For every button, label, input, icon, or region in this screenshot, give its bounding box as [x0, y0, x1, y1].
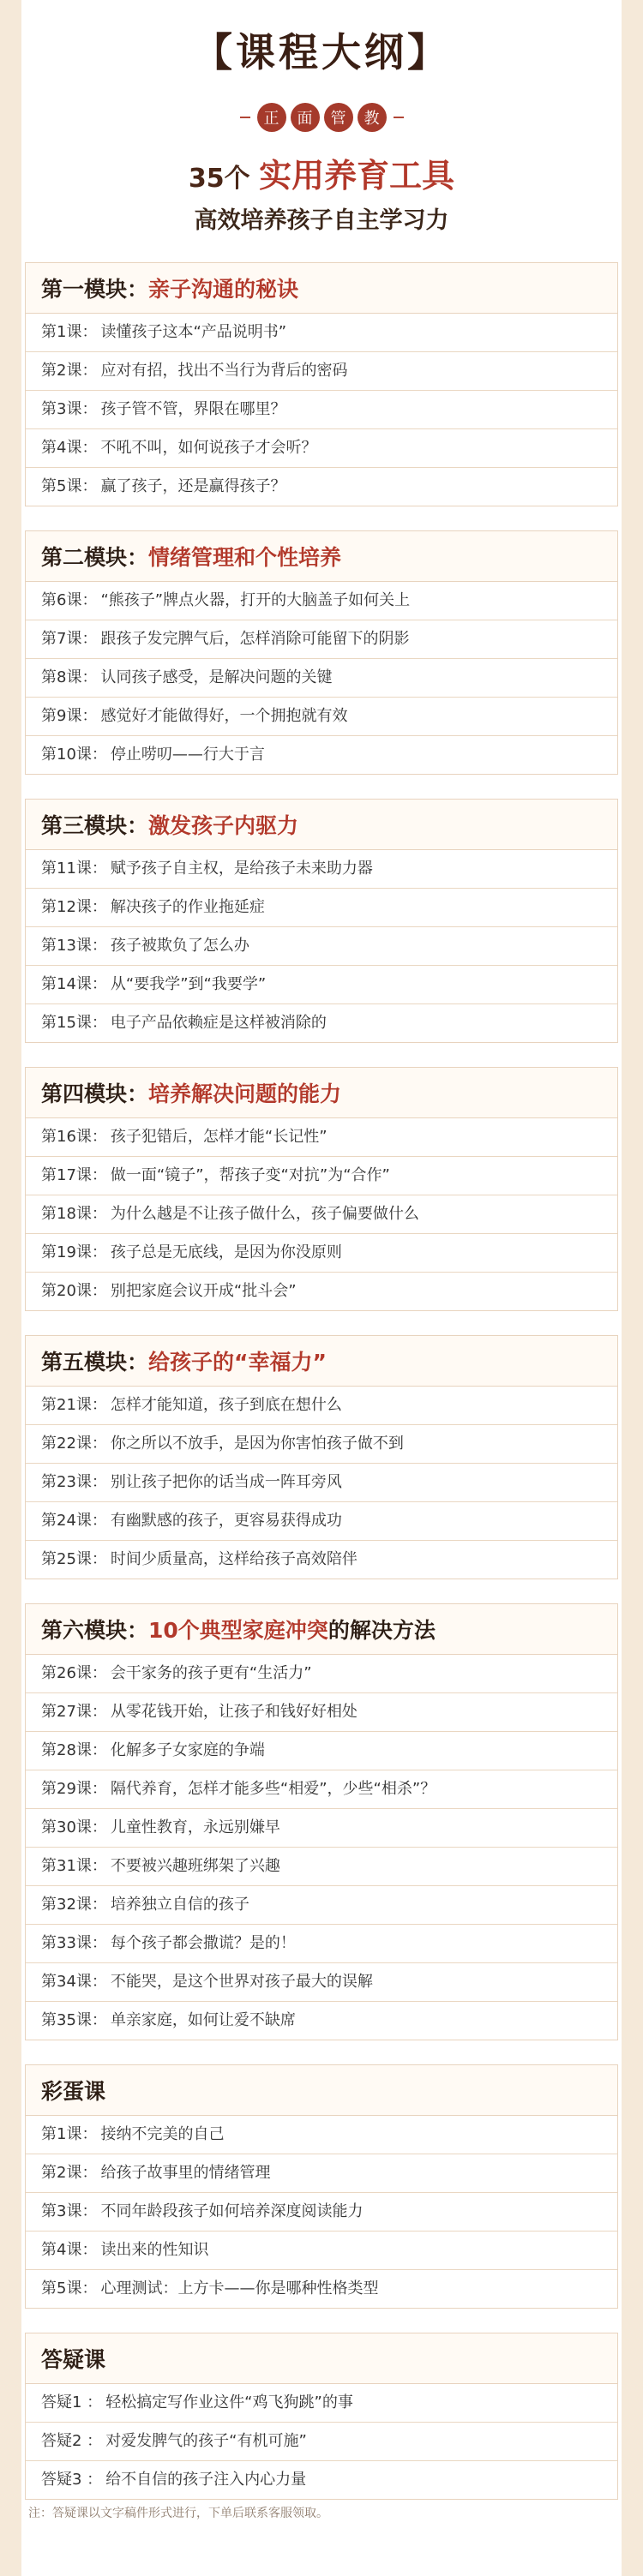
lesson-title: 读出来的性知识 — [100, 2241, 209, 2259]
lesson-row — [26, 2232, 617, 2270]
lesson-number: 第4课： — [41, 2241, 98, 2259]
lesson-number: 第29课： — [41, 1780, 107, 1798]
module-title — [41, 541, 341, 572]
lesson-row — [26, 1387, 617, 1425]
lesson-title: 为什么越是不让孩子做什么，孩子偏要做什么 — [110, 1205, 419, 1223]
module-card — [25, 1335, 618, 1579]
module-title — [41, 809, 298, 840]
lesson-title: 孩子犯错后，怎样才能“长记性” — [110, 1128, 328, 1146]
module-title-accent: 激发孩子内驱力 — [148, 813, 299, 838]
lesson-title: 电子产品依赖症是这样被消除的 — [110, 1014, 327, 1032]
lesson-number: 第26课： — [41, 1664, 107, 1682]
lesson-number: 第18课： — [41, 1205, 107, 1223]
lesson-title: 孩子管不管，界限在哪里？ — [100, 400, 286, 418]
lesson-row — [26, 468, 617, 506]
lesson-row — [26, 1809, 617, 1848]
lesson-title: 时间少质量高，这样给孩子高效陪伴 — [110, 1550, 358, 1568]
lesson-title: 给孩子故事里的情绪管理 — [100, 2164, 271, 2182]
module-header — [26, 1604, 617, 1655]
lesson-title: 给不自信的孩子注入内心力量 — [105, 2471, 307, 2489]
lesson-title: 隔代养育，怎样才能多些“相爱”，少些“相杀”？ — [110, 1780, 436, 1798]
lesson-title: 别把家庭会议开成“批斗会” — [110, 1282, 297, 1300]
lesson-row — [26, 927, 617, 966]
module-header — [26, 1068, 617, 1118]
lesson-row — [26, 1655, 617, 1693]
lesson-number: 第31课： — [41, 1857, 107, 1875]
lesson-row — [26, 2384, 617, 2423]
lesson-row — [26, 2002, 617, 2040]
lesson-title: 解决孩子的作业拖延症 — [110, 898, 265, 916]
lesson-number: 第16课： — [41, 1128, 107, 1146]
lesson-row — [26, 1004, 617, 1042]
tagline-dash-left — [240, 117, 250, 118]
module-header — [26, 531, 617, 582]
lesson-row — [26, 1502, 617, 1541]
lesson-title: 孩子被欺负了怎么办 — [110, 937, 249, 955]
lesson-row — [26, 2270, 617, 2308]
lesson-title: 不同年龄段孩子如何培养深度阅读能力 — [100, 2202, 364, 2220]
lesson-row — [26, 659, 617, 698]
lesson-number: 第9课： — [41, 707, 98, 725]
course-outline-page — [21, 0, 622, 2576]
lesson-title: 读懂孩子这本“产品说明书” — [100, 323, 287, 341]
lesson-number: 第30课： — [41, 1818, 107, 1836]
lesson-row — [26, 1848, 617, 1886]
module-title-prefix: 第六模块： — [41, 1618, 149, 1643]
lesson-number: 第35课： — [41, 2011, 107, 2029]
module-card — [25, 1603, 618, 2040]
lesson-number: 第34课： — [41, 1973, 107, 1991]
lesson-row — [26, 2193, 617, 2232]
lesson-number: 答疑3 ： — [41, 2471, 103, 2489]
module-card — [25, 2064, 618, 2309]
module-card — [25, 799, 618, 1043]
lesson-title: 跟孩子发完脾气后，怎样消除可能留下的阴影 — [100, 630, 410, 648]
lesson-number: 第32课： — [41, 1896, 107, 1914]
lesson-title: 从零花钱开始，让孩子和钱好好相处 — [110, 1703, 358, 1721]
lesson-row — [26, 1118, 617, 1157]
lesson-title: 不吼不叫，如何说孩子才会听？ — [100, 439, 317, 457]
lesson-row — [26, 2423, 617, 2461]
module-title-prefix: 第五模块： — [41, 1350, 149, 1375]
lesson-number: 第5课： — [41, 477, 98, 495]
module-card — [25, 1067, 618, 1311]
lesson-row — [26, 889, 617, 927]
module-card — [25, 530, 618, 775]
lesson-title: 对爱发脾气的孩子“有机可施” — [105, 2432, 307, 2450]
lesson-title: 认同孩子感受，是解决问题的关键 — [100, 668, 333, 686]
module-header — [26, 263, 617, 314]
lesson-number: 第20课： — [41, 1282, 107, 1300]
lesson-title: 从“要我学”到“我要学” — [110, 975, 267, 993]
module-list — [21, 262, 622, 2500]
lesson-number: 第27课： — [41, 1703, 107, 1721]
lesson-number: 第17课： — [41, 1166, 107, 1184]
module-title — [41, 1614, 436, 1644]
lesson-number: 第24课： — [41, 1512, 107, 1530]
lesson-row — [26, 698, 617, 736]
lesson-title: 孩子总是无底线，是因为你没原则 — [110, 1243, 342, 1261]
tagline-char: 教 — [358, 103, 387, 132]
lesson-title: 轻松搞定写作业这件“鸡飞狗跳”的事 — [105, 2393, 353, 2411]
lesson-number: 第1课： — [41, 2125, 98, 2143]
lesson-title: 有幽默感的孩子，更容易获得成功 — [110, 1512, 342, 1530]
module-title — [41, 2343, 105, 2374]
module-title-accent: 给孩子的“幸福力” — [148, 1350, 327, 1375]
lesson-row — [26, 1925, 617, 1963]
module-title — [41, 273, 298, 303]
lesson-title: 不要被兴趣班绑架了兴趣 — [110, 1857, 280, 1875]
lesson-title: 停止唠叨——行大于言 — [110, 746, 265, 764]
module-card — [25, 262, 618, 506]
lesson-title: 你之所以不放手，是因为你害怕孩子做不到 — [110, 1435, 404, 1453]
lesson-number: 第1课： — [41, 323, 98, 341]
lesson-row — [26, 1425, 617, 1464]
lesson-row — [26, 2154, 617, 2193]
lesson-number: 第2课： — [41, 362, 98, 380]
lesson-number: 第28课： — [41, 1741, 107, 1759]
lesson-number: 第3课： — [41, 400, 98, 418]
hero-prefix: 35个 — [188, 164, 260, 194]
module-title-prefix: 第三模块： — [41, 813, 149, 838]
lesson-title: 每个孩子都会撒谎？是的！ — [110, 1934, 296, 1952]
lesson-row — [26, 850, 617, 889]
lesson-number: 第2课： — [41, 2164, 98, 2182]
hero-subtitle: 高效培养孩子自主学习力 — [194, 207, 449, 234]
lesson-row — [26, 352, 617, 391]
lesson-number: 第10课： — [41, 746, 107, 764]
lesson-number: 第23课： — [41, 1473, 107, 1491]
lesson-row — [26, 620, 617, 659]
lesson-title: 怎样才能知道，孩子到底在想什么 — [110, 1396, 342, 1414]
lesson-row — [26, 1464, 617, 1502]
lesson-title: 单亲家庭，如何让爱不缺席 — [110, 2011, 296, 2029]
lesson-title: 不能哭，是这个世界对孩子最大的误解 — [110, 1973, 373, 1991]
tagline-dash-right — [394, 117, 404, 118]
module-header — [26, 2333, 617, 2384]
lesson-number: 答疑1 ： — [41, 2393, 103, 2411]
header — [21, 24, 622, 238]
module-title-prefix: 彩蛋课 — [41, 2079, 106, 2104]
lesson-title: 培养独立自信的孩子 — [110, 1896, 249, 1914]
lesson-row — [26, 2116, 617, 2154]
tagline-char: 管 — [324, 103, 353, 132]
lesson-number: 第4课： — [41, 439, 98, 457]
lesson-row — [26, 391, 617, 429]
lesson-title: 心理测试：上方卡——你是哪种性格类型 — [100, 2279, 379, 2297]
lesson-title: 会干家务的孩子更有“生活力” — [110, 1664, 312, 1682]
lesson-title: 感觉好才能做得好，一个拥抱就有效 — [100, 707, 348, 725]
tagline-char: 面 — [291, 103, 320, 132]
lesson-number: 第33课： — [41, 1934, 107, 1952]
lesson-row — [26, 1195, 617, 1234]
lesson-number: 第13课： — [41, 937, 107, 955]
lesson-row — [26, 582, 617, 620]
module-title-accent: 10个典型家庭冲突 — [148, 1618, 328, 1643]
module-header — [26, 2065, 617, 2116]
lesson-title: 做一面“镜子”，帮孩子变“对抗”为“合作” — [110, 1166, 390, 1184]
tagline — [21, 103, 622, 132]
module-title-accent: 亲子沟通的秘诀 — [148, 277, 299, 302]
lesson-number: 第15课： — [41, 1014, 107, 1032]
lesson-number: 第12课： — [41, 898, 107, 916]
lesson-number: 第7课： — [41, 630, 98, 648]
lesson-row — [26, 1157, 617, 1195]
module-title-suffix: 的解决方法 — [328, 1618, 436, 1643]
lesson-number: 第6课： — [41, 591, 98, 609]
page-title: 【课程大纲】 — [193, 29, 450, 75]
lesson-row — [26, 736, 617, 774]
lesson-row — [26, 1886, 617, 1925]
lesson-number: 第21课： — [41, 1396, 107, 1414]
lesson-number: 第8课： — [41, 668, 98, 686]
module-title — [41, 1345, 327, 1376]
lesson-title: 赋予孩子自主权，是给孩子未来助力器 — [110, 860, 373, 878]
lesson-row — [26, 1541, 617, 1579]
lesson-row — [26, 1273, 617, 1310]
lesson-row — [26, 966, 617, 1004]
lesson-row — [26, 1770, 617, 1809]
lesson-row — [26, 2461, 617, 2499]
lesson-number: 第25课： — [41, 1550, 107, 1568]
module-header — [26, 1336, 617, 1387]
module-title-accent: 情绪管理和个性培养 — [148, 545, 342, 570]
lesson-title: 应对有招，找出不当行为背后的密码 — [100, 362, 348, 380]
hero-accent: 实用养育工具 — [259, 157, 455, 195]
lesson-title: “熊孩子”牌点火器，打开的大脑盖子如何关上 — [100, 591, 411, 609]
module-title-prefix: 答疑课 — [41, 2347, 106, 2372]
module-title-prefix: 第二模块： — [41, 545, 149, 570]
lesson-number: 第5课： — [41, 2279, 98, 2297]
lesson-number: 第19课： — [41, 1243, 107, 1261]
module-card — [25, 2333, 618, 2500]
lesson-row — [26, 314, 617, 352]
tagline-char: 正 — [257, 103, 286, 132]
lesson-title: 赢了孩子，还是赢得孩子？ — [100, 477, 286, 495]
module-header — [26, 800, 617, 850]
hero-headline — [21, 156, 622, 199]
module-title-accent: 培养解决问题的能力 — [148, 1081, 342, 1106]
lesson-row — [26, 1963, 617, 2002]
module-title — [41, 2075, 105, 2106]
lesson-number: 第22课： — [41, 1435, 107, 1453]
lesson-number: 第3课： — [41, 2202, 98, 2220]
lesson-row — [26, 1732, 617, 1770]
lesson-row — [26, 1693, 617, 1732]
lesson-number: 第11课： — [41, 860, 107, 878]
module-title-prefix: 第一模块： — [41, 277, 149, 302]
lesson-title: 化解多子女家庭的争端 — [110, 1741, 265, 1759]
lesson-title: 接纳不完美的自己 — [100, 2125, 225, 2143]
footer-note: 注：答疑课以文字稿件形式进行，下单后联系客服领取。 — [28, 2507, 328, 2520]
lesson-row — [26, 1234, 617, 1273]
lesson-number: 第14课： — [41, 975, 107, 993]
lesson-number: 答疑2 ： — [41, 2432, 103, 2450]
module-title-prefix: 第四模块： — [41, 1081, 149, 1106]
module-title — [41, 1077, 341, 1108]
lesson-row — [26, 429, 617, 468]
lesson-title: 别让孩子把你的话当成一阵耳旁风 — [110, 1473, 342, 1491]
lesson-title: 儿童性教育，永远别嫌早 — [110, 1818, 280, 1836]
